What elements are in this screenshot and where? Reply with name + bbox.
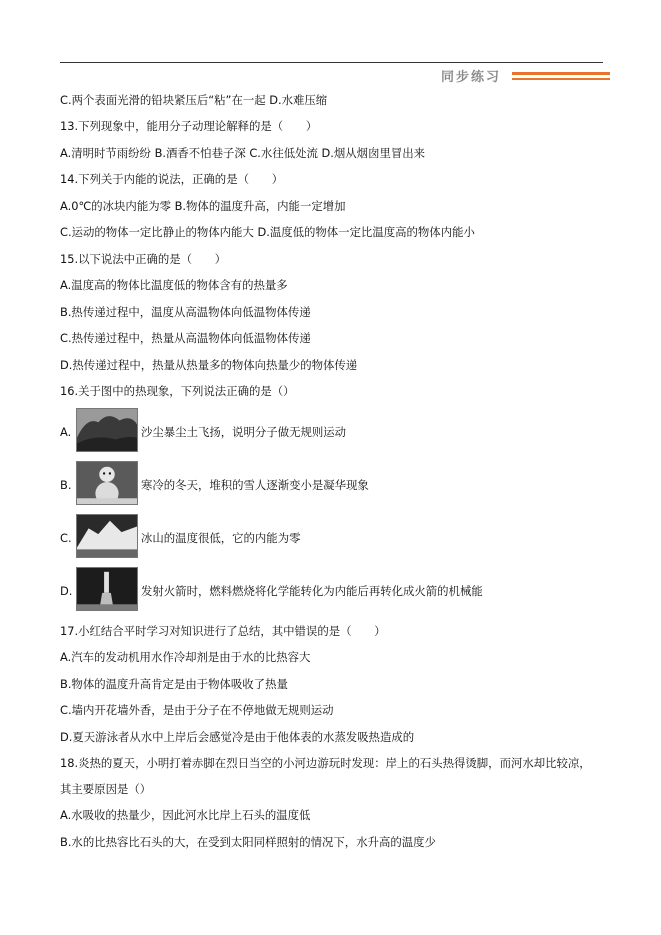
q17-option-a: A.汽车的发动机用水作冷却剂是由于水的比热容大 (60, 650, 311, 664)
sandstorm-image (76, 408, 138, 452)
q18-option-b: B.水的比热容比石头的大，在受到太阳同样照射的情况下，水升高的温度少 (60, 835, 436, 849)
question-13: 13.下列现象中，能用分子动理论解释的是（ ） (60, 119, 318, 133)
question-15: 15.以下说法中正确的是（ ） (60, 252, 227, 266)
question-18-continued: 其主要原因是（） (60, 782, 152, 796)
snowman-image (76, 461, 138, 505)
q16-option-c-letter: C. (60, 531, 72, 545)
q16-option-b-text: 寒冷的冬天，堆积的雪人逐渐变小是凝华现象 (141, 478, 369, 492)
question-18: 18.炎热的夏天，小明打着赤脚在烈日当空的小河边游玩时发现：岸上的石头热得烫脚，而河水却比较凉， (60, 756, 591, 770)
q17-option-d: D.夏天游泳者从水中上岸后会感觉冷是由于他体表的水蒸发吸热造成的 (60, 730, 415, 744)
q14-options-cd: C.运动的物体一定比静止的物体内能大 D.温度低的物体一定比温度高的物体内能小 (60, 225, 475, 239)
header-accent-bar-thin (512, 78, 610, 80)
text-line: C.两个表面光滑的铅块紧压后“粘”在一起 D.水难压缩 (60, 93, 328, 107)
q15-option-b: B.热传递过程中，温度从高温物体向低温物体传递 (60, 305, 311, 319)
q15-option-a: A.温度高的物体比温度低的物体含有的热量多 (60, 278, 288, 292)
q14-options-ab: A.0℃的冰块内能为零 B.物体的温度升高，内能一定增加 (60, 199, 346, 213)
question-17: 17.小红结合平时学习对知识进行了总结，其中错误的是（ ） (60, 624, 386, 638)
q17-option-b: B.物体的温度升高肯定是由于物体吸收了热量 (60, 677, 288, 691)
q16-option-a-letter: A. (60, 425, 72, 439)
q15-option-d: D.热传递过程中，热量从热量多的物体向热量少的物体传递 (60, 358, 358, 372)
q13-options: A.清明时节雨纷纷 B.酒香不怕巷子深 C.水往低处流 D.烟从烟囱里冒出来 (60, 146, 426, 160)
iceberg-image (76, 514, 138, 558)
q15-option-c: C.热传递过程中，热量从高温物体向低温物体传递 (60, 331, 311, 345)
q17-option-c: C.墙内开花墙外香，是由于分子在不停地做无规则运动 (60, 703, 334, 717)
q16-option-a-text: 沙尘暴尘土飞扬，说明分子做无规则运动 (141, 425, 347, 439)
q16-option-d-letter: D. (60, 584, 73, 598)
header-rule (60, 62, 603, 63)
section-header-label: 同步练习 (441, 70, 502, 85)
q16-option-c-text: 冰山的温度很低，它的内能为零 (141, 531, 301, 545)
q16-option-d-text: 发射火箭时，燃料燃烧将化学能转化为内能后再转化成火箭的机械能 (141, 584, 483, 598)
q18-option-a: A.水吸收的热量少，因此河水比岸上石头的温度低 (60, 808, 311, 822)
question-16: 16.关于图中的热现象，下列说法正确的是（） (60, 384, 295, 398)
rocket-launch-image (76, 567, 138, 611)
question-14: 14.下列关于内能的说法，正确的是（ ） (60, 172, 284, 186)
header-accent-bar (512, 72, 610, 75)
q16-option-b-letter: B. (60, 478, 72, 492)
